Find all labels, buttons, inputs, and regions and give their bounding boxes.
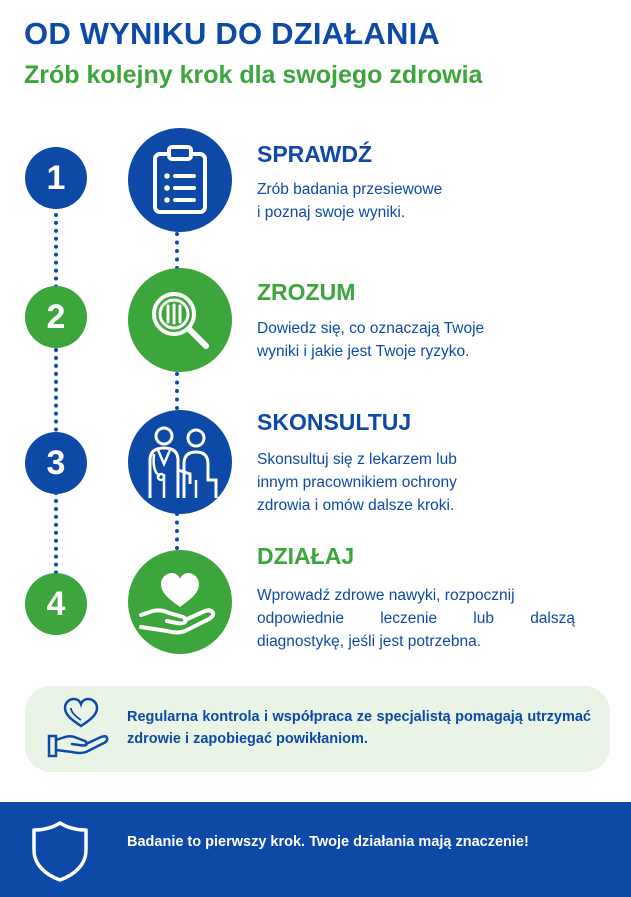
page-subtitle: Zrób kolejny krok dla swojego zdrowia (24, 61, 483, 89)
timeline-connector (54, 205, 58, 575)
step-4-title: DZIAŁAJ (257, 543, 355, 569)
step-3-line: zdrowia i omów dalsze kroki. (257, 497, 455, 514)
step-2-title: ZROZUM (257, 279, 356, 305)
step-3-description (257, 448, 537, 517)
step-3-icon-circle (128, 410, 232, 514)
connector-1-2 (175, 232, 179, 270)
tip-text: Regularna kontrola i współpraca ze specjalistą pomagają utrzymać zdrowie i zapobiegać powikłaniom. (127, 709, 591, 747)
step-2-line: wyniki i jakie jest Twoje ryzyko. (257, 343, 470, 360)
page-title: OD WYNIKU DO DZIAŁANIA (24, 16, 440, 51)
step-3-number: 3 (25, 432, 87, 494)
step-4-line: diagnostykę, jeśli jest potrzebna. (257, 633, 482, 650)
step-3-line: Skonsultuj się z lekarzem lub (257, 451, 457, 468)
step-1-icon-circle (128, 128, 232, 232)
shield-icon (30, 820, 90, 882)
step-4-number: 4 (25, 573, 87, 635)
heart-hand-outline-icon (47, 696, 111, 760)
step-1-title: SPRAWDŹ (257, 141, 372, 167)
step-3-line: innym pracownikiem ochrony (257, 474, 457, 491)
footer-text: Badanie to pierwszy krok. Twoje działania mają znaczenie! (127, 834, 529, 850)
step-1-number: 1 (25, 147, 87, 209)
step-2-icon-circle (128, 268, 232, 372)
clipboard-list-icon (149, 144, 211, 216)
doctor-patient-icon (140, 424, 220, 500)
footer-banner (0, 802, 631, 897)
magnifier-icon (144, 284, 216, 356)
step-1-line: i poznaj swoje wyniki. (257, 204, 406, 221)
step-2-number: 2 (25, 286, 87, 348)
step-4-description (257, 584, 575, 653)
tip-box (25, 686, 610, 772)
step-4-icon-circle (128, 550, 232, 654)
connector-3-4 (175, 512, 179, 550)
step-2-line: Dowiedz się, co oznaczają Twoje (257, 320, 485, 337)
heart-hand-icon (139, 569, 221, 635)
step-2-description (257, 317, 557, 363)
step-1-line: Zrób badania przesiewowe (257, 181, 443, 198)
step-4-line: Wprowadź zdrowe nawyki, rozpocznij (257, 587, 515, 604)
step-3-title: SKONSULTUJ (257, 409, 412, 435)
step-4-line: odpowiednie leczenie lub dalszą (257, 610, 575, 627)
connector-2-3 (175, 372, 179, 410)
step-1-description (257, 178, 517, 224)
